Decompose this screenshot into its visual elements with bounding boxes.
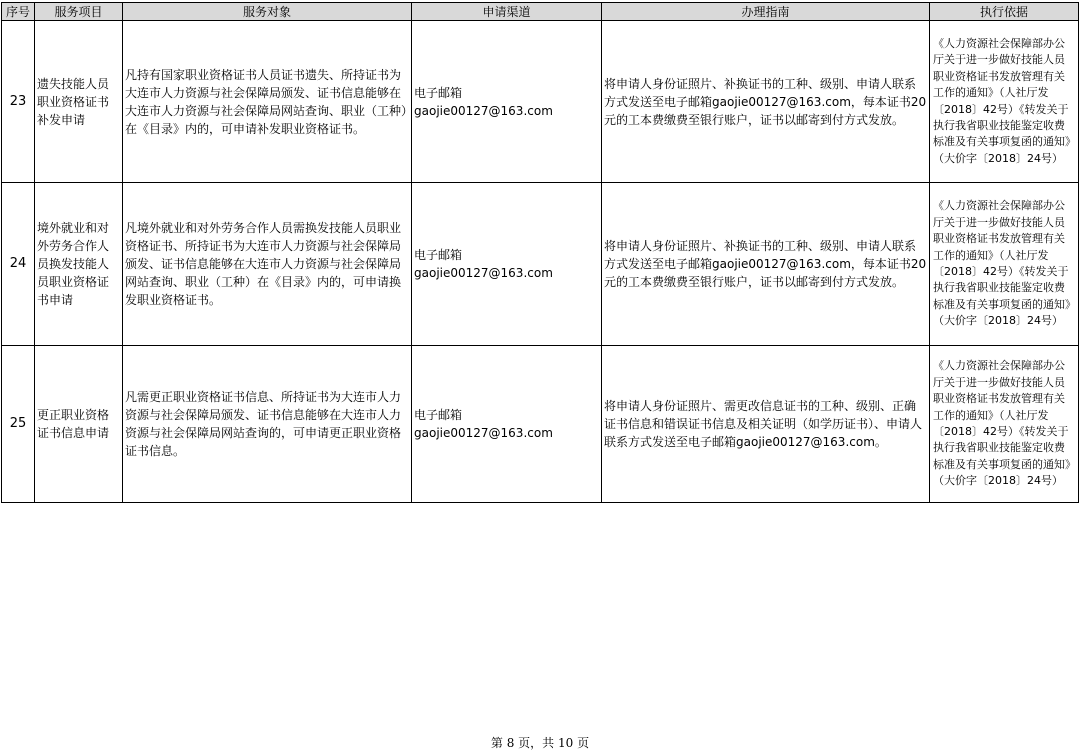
handling-guide: 将申请人身份证照片、补换证书的工种、级别、申请人联系方式发送至电子邮箱gaojie00127@163.com，每本证书20元的工本费缴费至银行账户，证书以邮寄到付方式发放。 <box>602 21 930 183</box>
header-guide: 办理指南 <box>602 3 930 21</box>
handling-guide: 将申请人身份证照片、补换证书的工种、级别、申请人联系方式发送至电子邮箱gaojie00127@163.com，每本证书20元的工本费缴费至银行账户，证书以邮寄到付方式发放。 <box>602 183 930 346</box>
application-channel: 电子邮箱gaojie00127@163.com <box>412 346 602 503</box>
table-header-row <box>2 3 1079 21</box>
header-basis: 执行依据 <box>930 3 1079 21</box>
legal-basis: 《人力资源社会保障部办公厅关于进一步做好技能人员职业资格证书发放管理有关工作的通知》（人社厅发〔2018〕42号）《转发关于执行我省职业技能鉴定收费标准及有关事项复函的通知》（大价字〔2018〕24号） <box>930 21 1079 183</box>
handling-guide: 将申请人身份证照片、需更改信息证书的工种、级别、正确证书信息和错误证书信息及相关证明（如学历证书）、申请人联系方式发送至电子邮箱gaojie00127@163.com。 <box>602 346 930 503</box>
service-project: 更正职业资格证书信息申请 <box>35 346 123 503</box>
header-target: 服务对象 <box>123 3 412 21</box>
header-channel: 申请渠道 <box>412 3 602 21</box>
row-number: 24 <box>2 183 35 346</box>
header-project: 服务项目 <box>35 3 123 21</box>
table-row <box>2 346 1079 503</box>
service-target: 凡境外就业和对外劳务合作人员需换发技能人员职业资格证书、所持证书为大连市人力资源与社会保障局颁发、证书信息能够在大连市人力资源与社会保障局网站查询、职业（工种）在《目录》内的，可申请换发职业资格证书。 <box>123 183 412 346</box>
service-table <box>1 2 1079 503</box>
page-number-footer: 第 8 页，共 10 页 <box>490 736 590 750</box>
header-seq: 序号 <box>2 3 35 21</box>
table-row <box>2 21 1079 183</box>
service-project: 遗失技能人员职业资格证书补发申请 <box>35 21 123 183</box>
application-channel: 电子邮箱gaojie00127@163.com <box>412 183 602 346</box>
legal-basis: 《人力资源社会保障部办公厅关于进一步做好技能人员职业资格证书发放管理有关工作的通知》（人社厅发〔2018〕42号）《转发关于执行我省职业技能鉴定收费标准及有关事项复函的通知》（大价字〔2018〕24号） <box>930 183 1079 346</box>
row-number: 23 <box>2 21 35 183</box>
legal-basis: 《人力资源社会保障部办公厅关于进一步做好技能人员职业资格证书发放管理有关工作的通知》（人社厅发〔2018〕42号）《转发关于执行我省职业技能鉴定收费标准及有关事项复函的通知》（大价字〔2018〕24号） <box>930 346 1079 503</box>
service-target: 凡持有国家职业资格证书人员证书遗失、所持证书为大连市人力资源与社会保障局颁发、证书信息能够在大连市人力资源与社会保障局网站查询、职业（工种）在《目录》内的，可申请补发职业资格证书。 <box>123 21 412 183</box>
row-number: 25 <box>2 346 35 503</box>
service-target: 凡需更正职业资格证书信息、所持证书为大连市人力资源与社会保障局颁发、证书信息能够在大连市人力资源与社会保障局网站查询的，可申请更正职业资格证书信息。 <box>123 346 412 503</box>
application-channel: 电子邮箱gaojie00127@163.com <box>412 21 602 183</box>
table-row <box>2 183 1079 346</box>
service-project: 境外就业和对外劳务合作人员换发技能人员职业资格证书申请 <box>35 183 123 346</box>
